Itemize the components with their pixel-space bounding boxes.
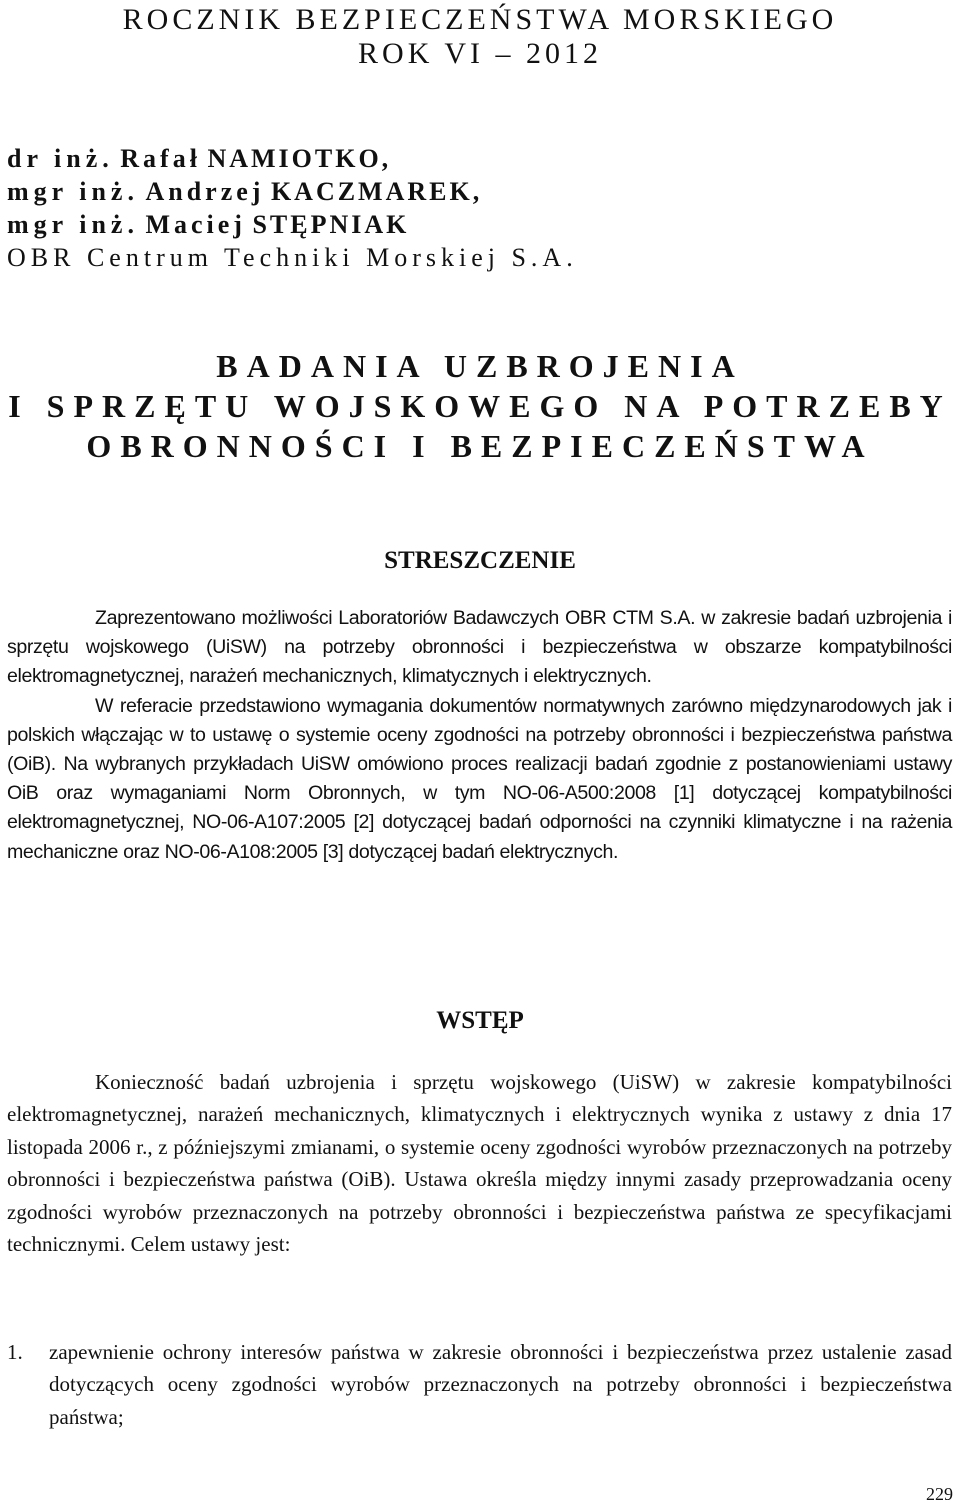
intro-heading: WSTĘP	[436, 1007, 524, 1034]
intro-paragraph: Konieczność badań uzbrojenia i sprzętu wojskowego (UiSW) w zakresie kompatybilności elektromagnetycznej, narażeń mechanicznych, klimatycznych i elektrycznych wynika z ustawy z dnia 17 listopada 2006 r., z późniejszymi zmianami, o systemie oceny zgodności wyrobów przeznaczonych na potrzeby obronności i bezpieczeństwa państwa (OiB). Ustawa określa między innymi zasady przeprowadzania oceny zgodności wyrobów przeznaczonych na potrzeby obronności i bezpieczeństwa państwa ze specyfikacjami technicznymi. Celem ustawy jest:	[7, 1070, 952, 1257]
author-given-name: Rafał	[120, 144, 201, 173]
list-item-number: 1.	[7, 1340, 23, 1364]
paper-title-line: BADANIA UZBROJENIA	[216, 348, 744, 384]
author-affiliation: OBR Centrum Techniki Morskiej S.A.	[7, 243, 578, 272]
author-surname: KACZMAREK,	[270, 177, 483, 206]
list-item	[7, 1336, 952, 1433]
abstract-paragraph: W referacie przedstawiono wymagania dokumentów normatywnych zarówno międzynarodowych jak i polskich włączając w to ustawę o systemie oceny zgodności na potrzeby obronności i bezpieczeństwa państwa (OiB). Na wybranych przykładach UiSW omówiono proces realizacji badań zgodnie z postanowieniami ustawy OiB oraz wymaganiami Norm Obronnych, w tym NO-06-A500:2008 [1] dotyczącej kompatybilności elektromagnetycznej, NO-06-A107:2005 [2] dotyczącej badań odporności na czynniki klimatyczne i na rażenia mechaniczne oraz NO-06-A108:2005 [3] dotyczącej badań elektrycznych.	[7, 694, 952, 863]
goals-list	[7, 1336, 952, 1433]
journal-issue: ROK VI – 2012	[358, 37, 602, 70]
author-degree: dr inż.	[7, 144, 114, 173]
author-given-name: Andrzej	[145, 177, 265, 206]
intro-body	[7, 1066, 952, 1260]
journal-title: ROCZNIK BEZPIECZEŃSTWA MORSKIEGO	[122, 3, 838, 36]
abstract-heading: STRESZCZENIE	[384, 547, 576, 574]
author-degree: mgr inż.	[7, 177, 139, 206]
paper-title	[0, 346, 960, 466]
abstract-paragraph: Zaprezentowano możliwości Laboratoriów Badawczych OBR CTM S.A. w zakresie badań uzbrojenia i sprzętu wojskowego (UiSW) na potrzeby obronności i bezpieczeństwa w obszarze kompatybilności elektromagnetycznej, narażeń mechanicznych, klimatycznych i elektrycznych.	[7, 607, 952, 688]
page-number: 229	[926, 1484, 953, 1504]
list-item-text: zapewnienie ochrony interesów państwa w zakresie obronności i bezpieczeństwa przez ustalenie zasad dotyczących oceny zgodności wyrobów przeznaczonych na potrzeby obronności i bezpieczeństwa państwa;	[49, 1340, 952, 1429]
author-line	[7, 142, 578, 175]
abstract-body	[7, 604, 952, 867]
author-block	[7, 142, 578, 274]
paper-title-line: OBRONNOŚCI I BEZPIECZEŃSTWA	[86, 428, 874, 464]
author-surname: NAMIOTKO,	[207, 144, 392, 173]
author-given-name: Maciej	[145, 210, 246, 239]
author-surname: STĘPNIAK	[252, 210, 410, 239]
author-degree: mgr inż.	[7, 210, 139, 239]
author-line	[7, 208, 578, 241]
paper-title-line: I SPRZĘTU WOJSKOWEGO NA POTRZEBY	[8, 388, 952, 424]
author-line	[7, 175, 578, 208]
